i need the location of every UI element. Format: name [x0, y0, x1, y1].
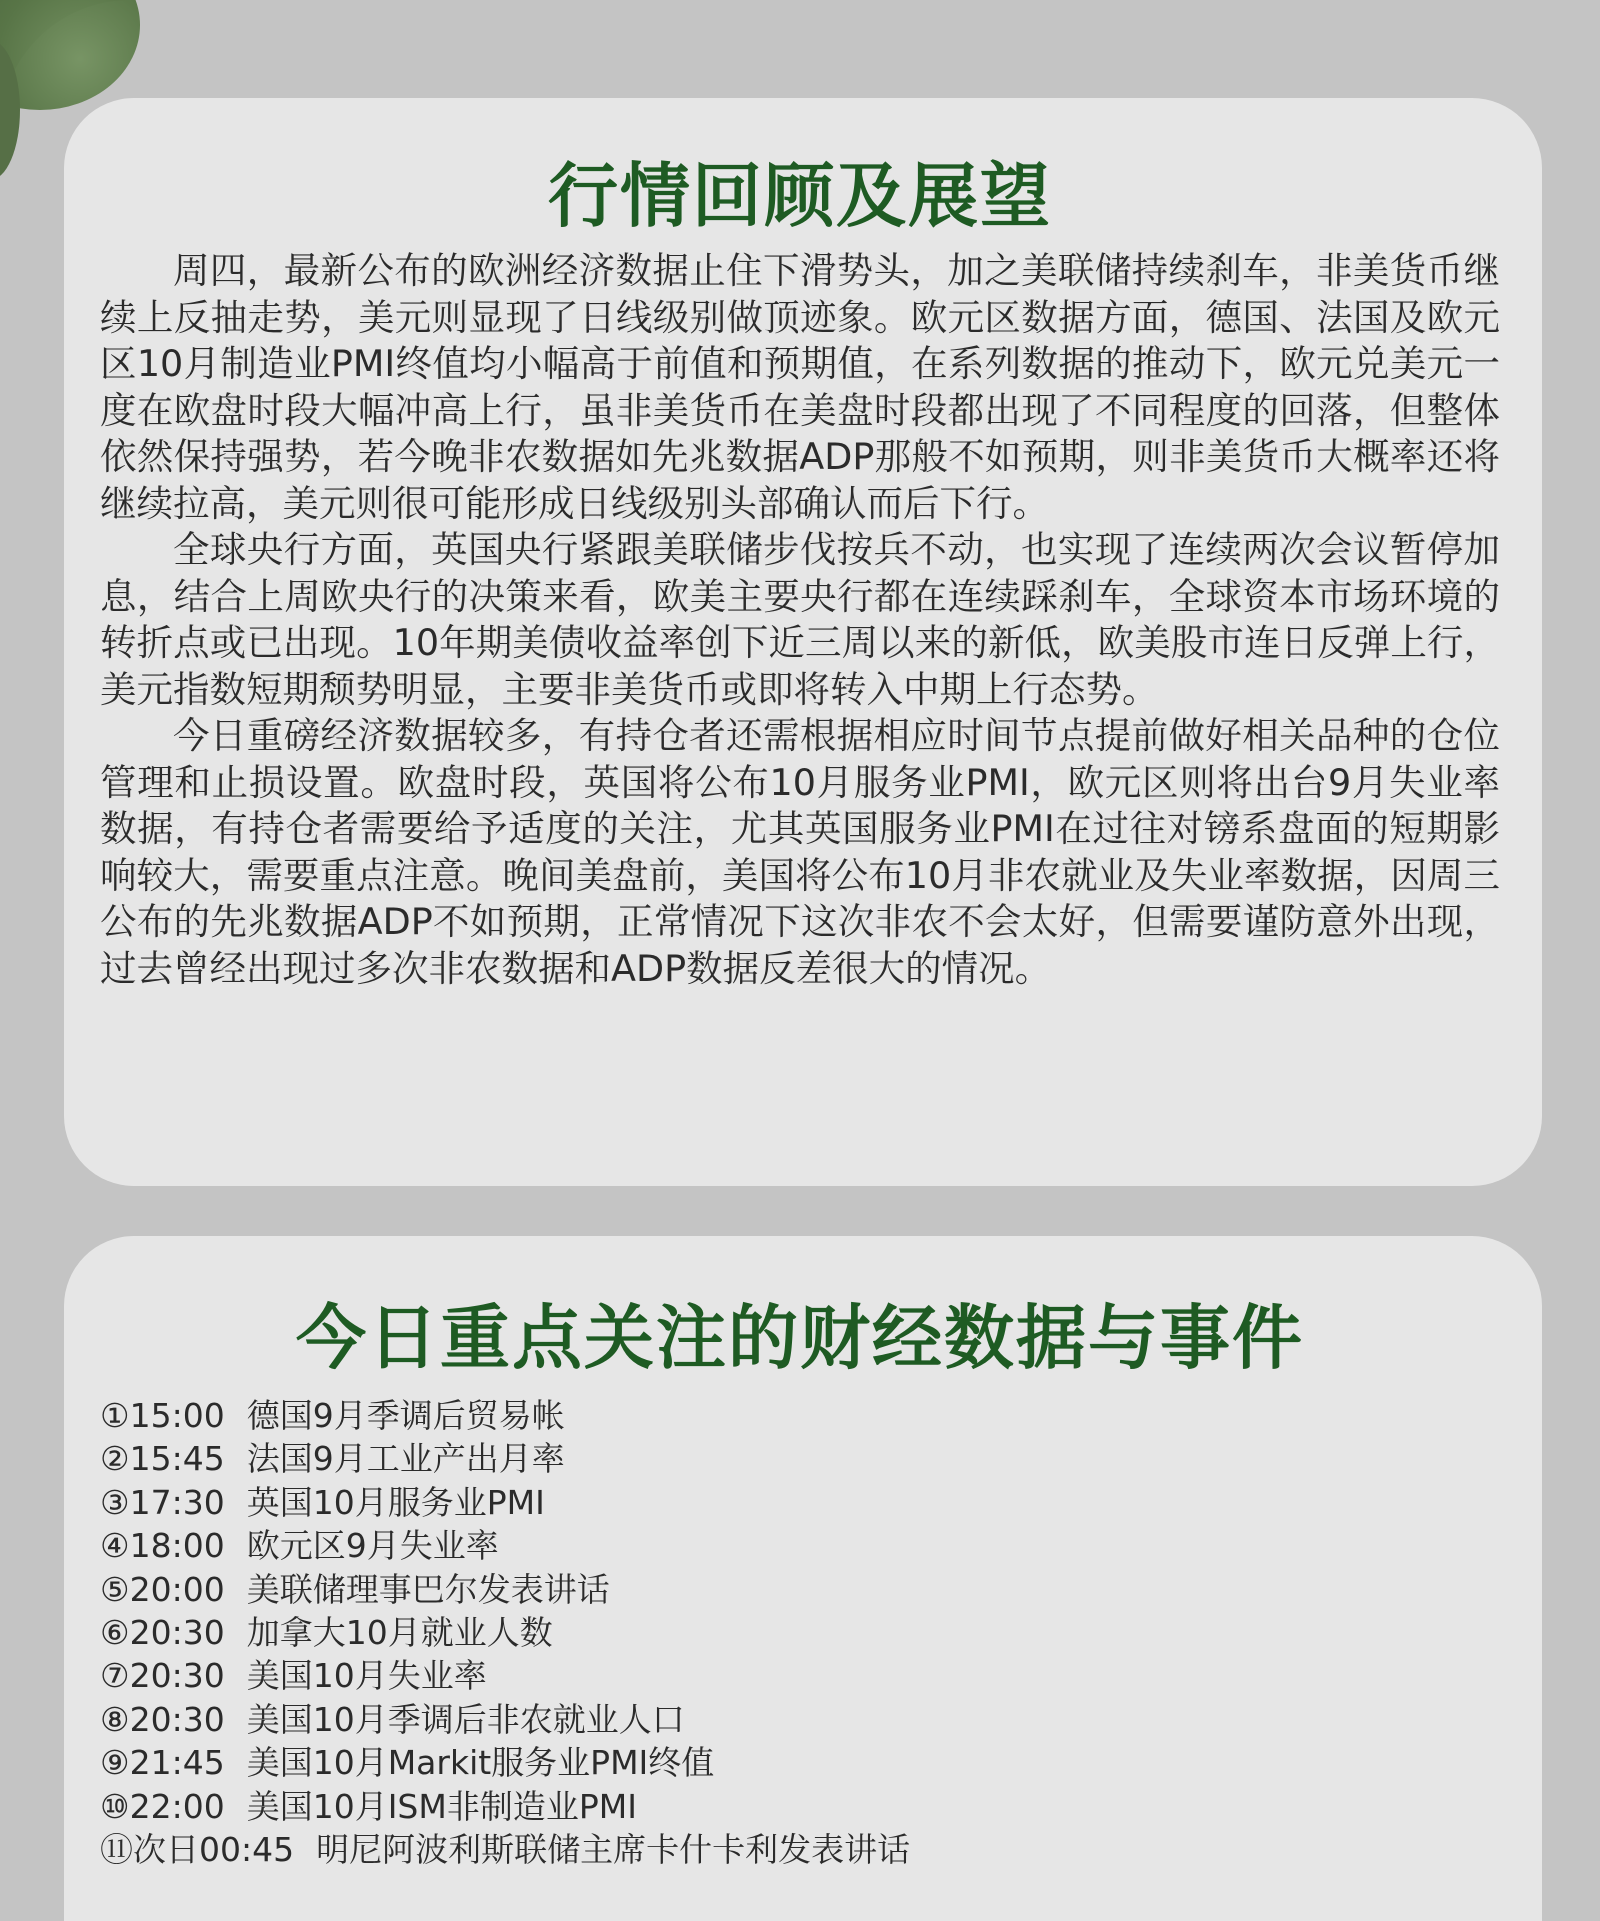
event-item: [100, 1654, 1500, 1697]
event-text: 美国10月失业率: [246, 1656, 487, 1696]
event-item: [100, 1611, 1500, 1654]
event-number: ⑩: [100, 1786, 130, 1826]
event-time: 20:30: [129, 1613, 225, 1653]
event-number: ⑤: [100, 1569, 130, 1609]
event-time: 21:45: [129, 1743, 225, 1783]
event-time: 15:00: [129, 1396, 225, 1435]
event-text: 加拿大10月就业人数: [246, 1613, 553, 1653]
event-time: 17:30: [129, 1482, 225, 1522]
event-item: [100, 1741, 1500, 1784]
event-text: 美国10月ISM非制造业PMI: [246, 1786, 637, 1826]
event-number: ④: [100, 1526, 130, 1566]
event-number: ⑪: [100, 1830, 133, 1870]
event-time: 15:45: [129, 1439, 225, 1479]
market-review-title: 行情回顾及展望: [548, 155, 1052, 237]
event-item: [100, 1568, 1500, 1611]
events-list: [100, 1394, 1500, 1871]
event-item: [100, 1437, 1500, 1480]
event-time: 22:00: [129, 1786, 225, 1826]
event-item: [100, 1524, 1500, 1567]
event-text: 美国10月季调后非农就业人口: [246, 1699, 685, 1739]
market-review-article: [100, 248, 1500, 992]
event-time: 20:30: [129, 1699, 225, 1739]
event-text: 法国9月工业产出月率: [246, 1439, 565, 1479]
event-time: 次日00:45: [133, 1830, 295, 1870]
event-number: ②: [100, 1439, 130, 1479]
event-item: [100, 1785, 1500, 1828]
event-text: 英国10月服务业PMI: [246, 1482, 545, 1522]
review-paragraph: 今日重磅经济数据较多，有持仓者还需根据相应时间节点提前做好相关品种的仓位管理和止损设置。欧盘时段，英国将公布10月服务业PMI，欧元区则将出台9月失业率数据，有持仓者需要给予适度的关注，尤其英国服务业PMI在过往对镑系盘面的短期影响较大，需要重点注意。晚间美盘前，美国将公布10月非农就业及失业率数据，因周三公布的先兆数据ADP不如预期，正常情况下这次非农不会太好，但需要谨防意外出现，过去曾经出现过多次非农数据和ADP数据反差很大的情况。: [100, 714, 1500, 990]
event-number: ⑧: [100, 1699, 130, 1739]
event-number: ⑨: [100, 1743, 130, 1783]
event-item: [100, 1394, 1500, 1437]
event-text: 德国9月季调后贸易帐: [246, 1396, 565, 1435]
event-text: 美联储理事巴尔发表讲话: [246, 1569, 610, 1609]
events-title: 今日重点关注的财经数据与事件: [296, 1297, 1304, 1379]
event-time: 20:00: [129, 1569, 225, 1609]
event-text: 明尼阿波利斯联储主席卡什卡利发表讲话: [316, 1830, 911, 1870]
review-paragraph: 周四，最新公布的欧洲经济数据止住下滑势头，加之美联储持续刹车，非美货币继续上反抽走势，美元则显现了日线级别做顶迹象。欧元区数据方面，德国、法国及欧元区10月制造业PMI终值均小幅高于前值和预期值，在系列数据的推动下，欧元兑美元一度在欧盘时段大幅冲高上行，虽非美货币在美盘时段都出现了不同程度的回落，但整体依然保持强势，若今晚非农数据如先兆数据ADP那般不如预期，则非美货币大概率还将继续拉高，美元则很可能形成日线级别头部确认而后下行。: [100, 249, 1500, 525]
event-number: ③: [100, 1482, 130, 1522]
event-item: [100, 1828, 1500, 1871]
event-text: 欧元区9月失业率: [246, 1526, 499, 1566]
event-time: 18:00: [129, 1526, 225, 1566]
event-time: 20:30: [129, 1656, 225, 1696]
event-number: ①: [100, 1396, 130, 1435]
event-item: [100, 1481, 1500, 1524]
event-number: ⑥: [100, 1613, 130, 1653]
review-paragraph: 全球央行方面，英国央行紧跟美联储步伐按兵不动，也实现了连续两次会议暂停加息，结合上周欧央行的决策来看，欧美主要央行都在连续踩刹车，全球资本市场环境的转折点或已出现。10年期美债收益率创下近三周以来的新低，欧美股市连日反弹上行，美元指数短期颓势明显，主要非美货币或即将转入中期上行态势。: [100, 528, 1500, 711]
event-number: ⑦: [100, 1656, 130, 1696]
event-text: 美国10月Markit服务业PMI终值: [246, 1743, 715, 1783]
event-item: [100, 1698, 1500, 1741]
